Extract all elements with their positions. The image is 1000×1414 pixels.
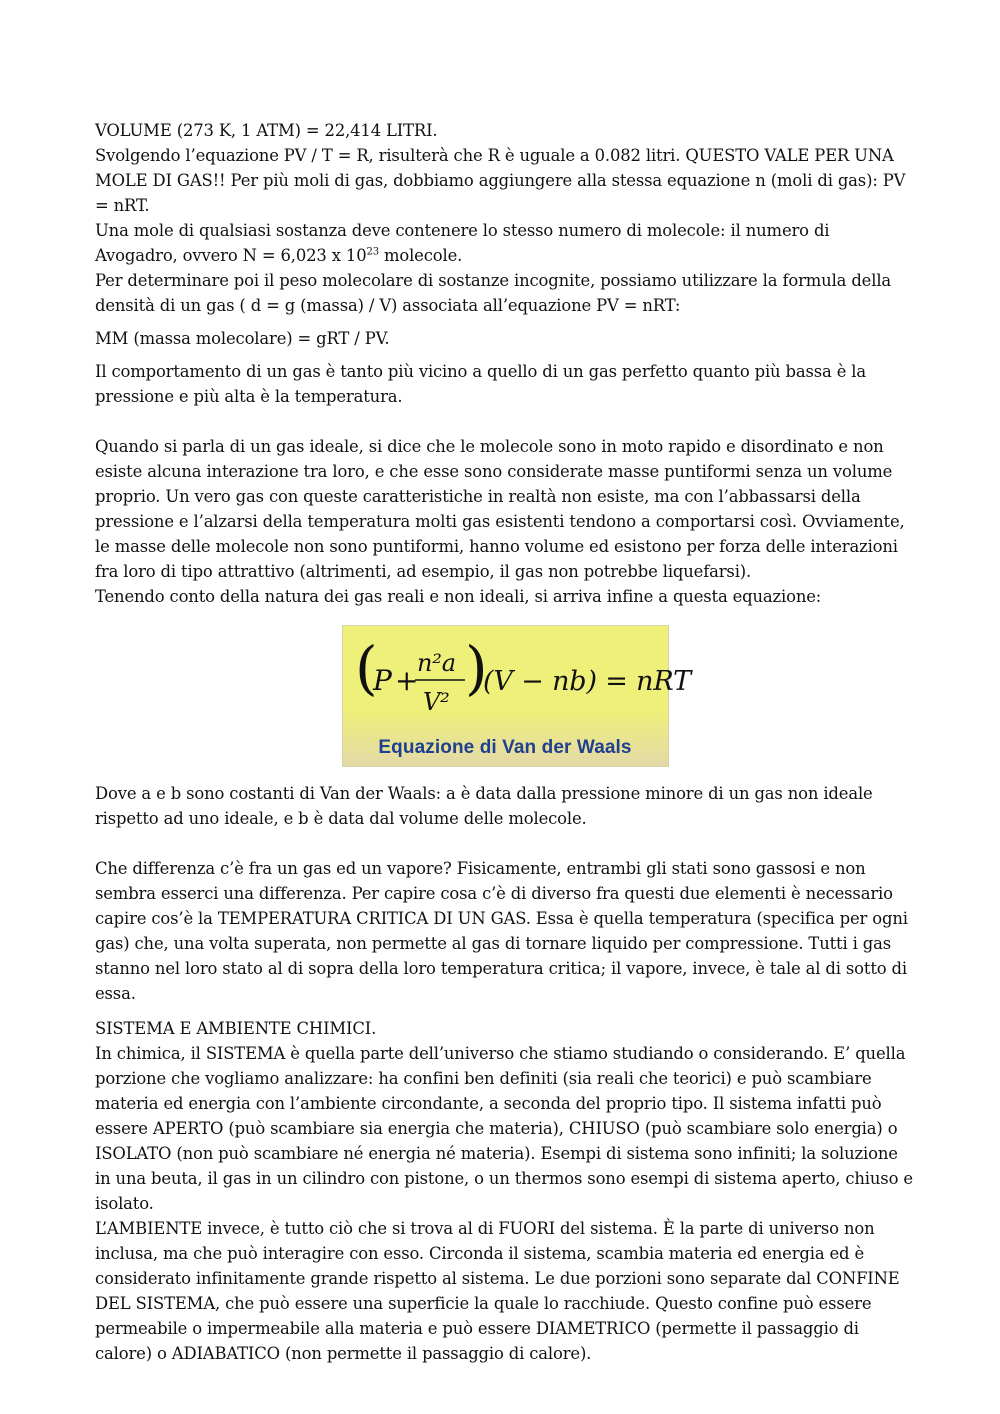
paragraph-van-der-waals-constants: Dove a e b sono costanti di Van der Waals: a è data dalla pressione minore di un gas non ideale rispetto ad uno ideale, e b è data dal volume delle molecole. bbox=[95, 784, 873, 828]
avogadro-exponent: 23 bbox=[366, 246, 379, 258]
paragraph-environment: L’AMBIENTE invece, è tutto ciò che si trova al di FUORI del sistema. È la parte di universo non inclusa, ma che può interagire con esso. Circonda il sistema, scambia materia ed energia ed è considerato infinitamente grande rispetto al sistema. Le due porzioni sono separate dal CONFINE DEL SISTEMA, che può essere una superficie la quale lo racchiude. Questo confine può essere permeabile o impermeabile alla materia e può essere DIAMETRICO (permette il passaggio di calore) o ADIABATICO (non permette il passaggio di calore). bbox=[95, 1219, 900, 1363]
paragraph-gas-constant: Svolgendo l’equazione PV / T = R, risulterà che R è uguale a 0.082 litri. QUESTO VALE PER UNA MOLE DI GAS!! Per più moli di gas, dobbiamo aggiungere alla stessa equazione n (moli di gas): PV = nRT. bbox=[95, 146, 906, 215]
eq-P: P bbox=[372, 664, 392, 697]
paragraph-system: In chimica, il SISTEMA è quella parte dell’universo che stiamo studiando o considerando. E’ quella porzione che vogliamo analizzare: ha confini ben definiti (sia reali che teorici) e può scambiare materia ed energia con l’ambiente circondante, a seconda del proprio tipo. Il sistema infatti può essere APERTO (può scambiare sia energia che materia), CHIUSO (può scambiare solo energia) o ISOLATO (non può scambiare né energia né materia). Esempi di sistema sono infiniti; la soluzione in una beuta, il gas in un cilindro con pistone, o un thermos sono esempi di sistema aperto, chiuso e isolato. bbox=[95, 1044, 913, 1213]
equation-graphic bbox=[343, 626, 691, 731]
paragraph-volume: VOLUME (273 K, 1 ATM) = 22,414 LITRI. bbox=[95, 121, 438, 140]
paragraph-real-gas-intro: Tenendo conto della natura dei gas reali e non ideali, si arriva infine a questa equazione: bbox=[95, 587, 822, 606]
paragraph-gas-vs-vapor: Che differenza c’è fra un gas ed un vapore? Fisicamente, entrambi gli stati sono gassosi e non sembra esserci una differenza. Per capire cosa c’è di diverso fra questi due elementi è necessario capire cos’è la TEMPERATURA CRITICA DI UN GAS. Essa è quella temperatura (specifica per ogni gas) che, una volta superata, non permette al gas di tornare liquido per compressione. Tutti i gas stanno nel loro stato al di sopra della loro temperatura critica; il vapore, invece, è tale al di sotto di essa. bbox=[95, 859, 908, 1003]
paragraph-molecular-weight: Per determinare poi il peso molecolare di sostanze incognite, possiamo utilizzare la formula della densità di un gas ( d = g (massa) / V) associata all’equazione PV = nRT: bbox=[95, 271, 892, 315]
eq-plus: + bbox=[394, 664, 418, 697]
equation-caption: Equazione di Van der Waals bbox=[378, 737, 632, 758]
right-paren: ) bbox=[464, 634, 487, 702]
paragraph-ideal-gas: Quando si parla di un gas ideale, si dice che le molecole sono in moto rapido e disordinato e non esiste alcuna interazione tra loro, e che esse sono considerate masse puntiformi senza un volume proprio. Un vero gas con queste caratteristiche in realtà non esiste, ma con l’abbassarsi della pressione e l’alzarsi della temperatura molti gas esistenti tendono a comportarsi così. Ovviamente, le masse delle molecole non sono puntiformi, hanno volume ed esistono per forza delle interazioni fra loro di tipo attrattivo (altrimenti, ad esempio, il gas non potrebbe liquefarsi). bbox=[95, 437, 905, 581]
eq-rest: (V − nb) = nRT bbox=[482, 666, 691, 697]
van-der-waals-equation-image bbox=[342, 625, 691, 767]
avogadro-text: Una mole di qualsiasi sostanza deve contenere lo stesso numero di molecole: il numero di Avogadro, ovvero N = 6,023 x 10 bbox=[95, 221, 830, 265]
paragraph-avogadro bbox=[95, 218, 915, 268]
left-paren: ( bbox=[354, 634, 377, 702]
section-heading-system: SISTEMA E AMBIENTE CHIMICI. bbox=[95, 1019, 377, 1038]
paragraph-molar-mass-formula: MM (massa molecolare) = gRT / PV. bbox=[95, 329, 390, 348]
eq-denominator: V² bbox=[422, 688, 450, 716]
document-page bbox=[95, 118, 915, 1366]
paragraph-perfect-gas: Il comportamento di un gas è tanto più vicino a quello di un gas perfetto quanto più bassa è la pressione e più alta è la temperatura. bbox=[95, 362, 867, 406]
avogadro-text-end: molecole. bbox=[378, 246, 463, 265]
eq-numerator: n²a bbox=[416, 649, 456, 677]
